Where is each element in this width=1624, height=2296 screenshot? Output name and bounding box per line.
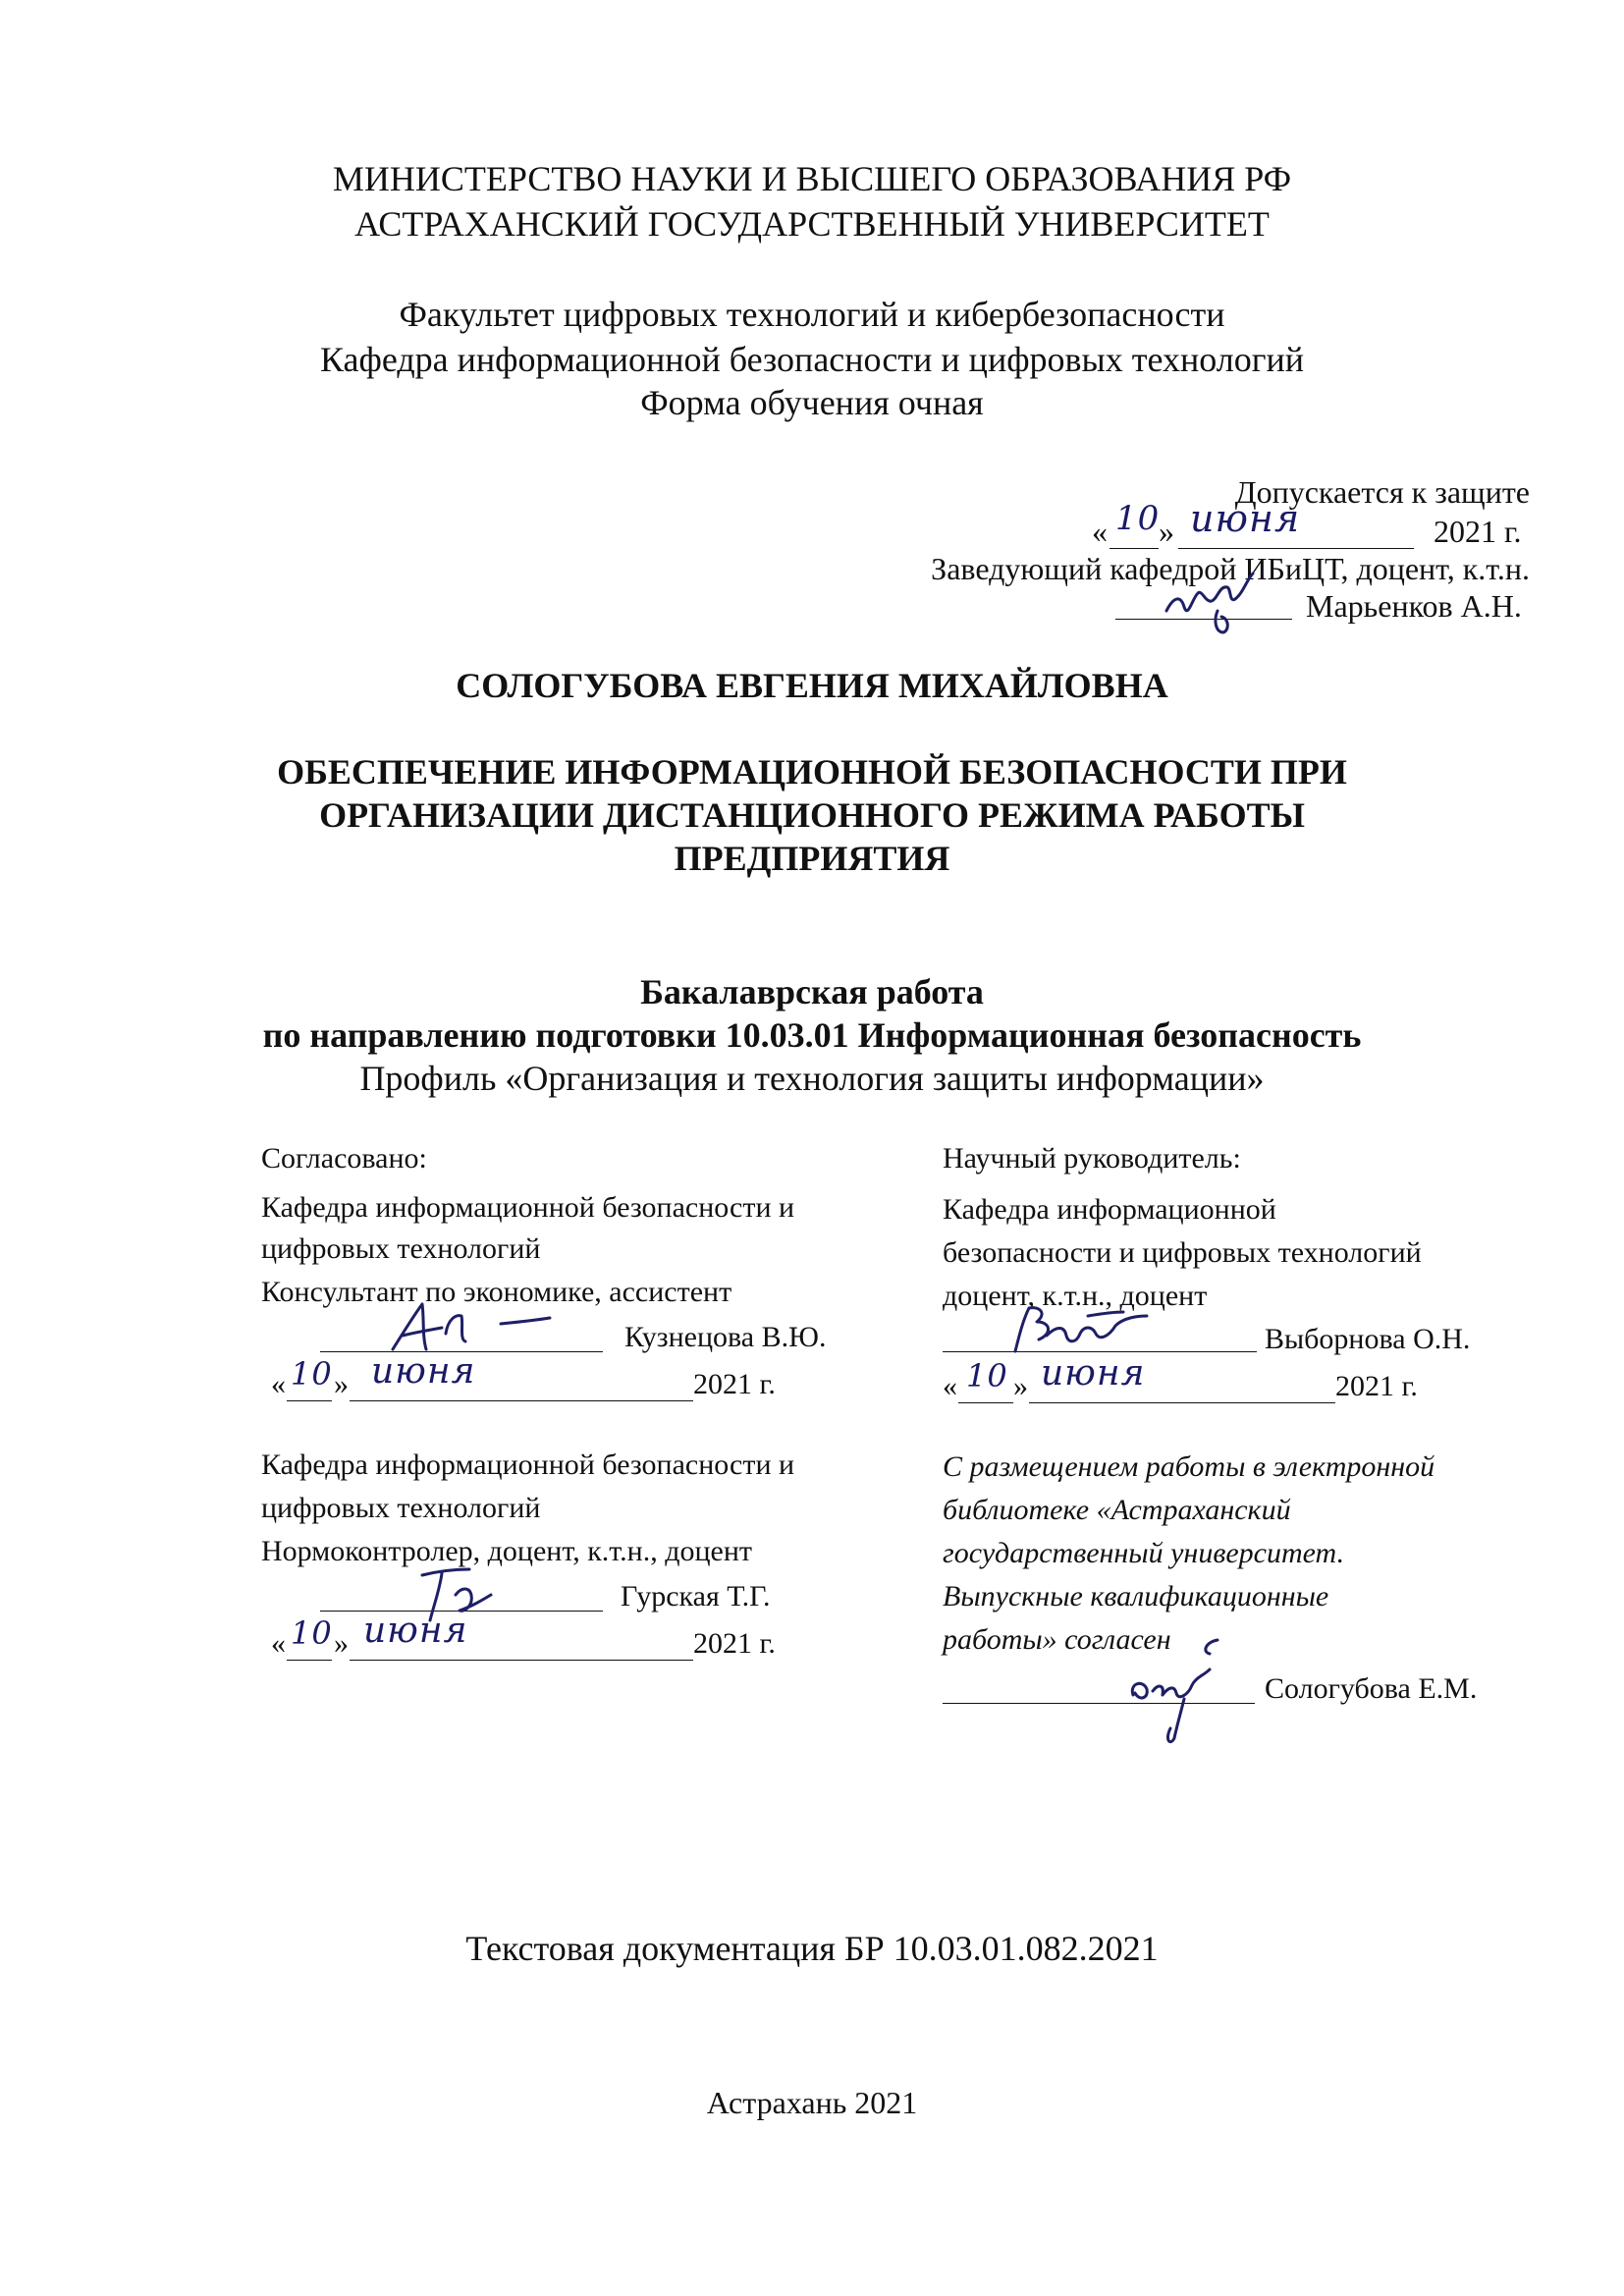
work-direction: по направлению подготовки 10.03.01 Информационная безопасность: [262, 1015, 1362, 1055]
supervisor-title: Научный руководитель:: [943, 1142, 1241, 1175]
doc-code: Текстовая документация БР 10.03.01.082.2021: [465, 1929, 1159, 1968]
supervisor-name: Выборнова О.Н.: [1265, 1323, 1471, 1355]
head-signature: [1159, 560, 1267, 638]
normcontrol-dept-line-2: цифровых технологий: [261, 1492, 541, 1524]
consultant-position: Консультант по экономике, ассистент: [261, 1276, 732, 1308]
consent-name: Сологубова Е.М.: [1265, 1672, 1478, 1705]
consent-line-4: Выпускные квалификационные: [943, 1580, 1329, 1613]
approval-date-open: «: [1092, 514, 1108, 549]
consultant-month-line: [350, 1400, 693, 1401]
consultant-year: 2021 г.: [693, 1368, 776, 1400]
work-type: Бакалаврская работа: [640, 972, 984, 1011]
approval-date-close: »: [1159, 514, 1174, 549]
consent-line-2: библиотеке «Астраханский: [943, 1494, 1291, 1526]
department-line: Кафедра информационной безопасности и цифровых технологий: [319, 340, 1305, 379]
supervisor-dept-line-1: Кафедра информационной: [943, 1193, 1276, 1226]
normcontrol-year: 2021 г.: [693, 1627, 776, 1660]
supervisor-position: доцент, к.т.н., доцент: [943, 1280, 1208, 1312]
head-position: Заведующий кафедрой ИБиЦТ, доцент, к.т.н.: [931, 551, 1530, 586]
study-form-line: Форма обучения очная: [640, 383, 984, 422]
normcontrol-date-close: »: [334, 1627, 349, 1660]
thesis-title-line-1: ОБЕСПЕЧЕНИЕ ИНФОРМАЦИОННОЙ БЕЗОПАСНОСТИ ПРИ: [277, 752, 1347, 792]
consultant-day-handwritten: 10: [291, 1355, 333, 1393]
supervisor-day-handwritten: 10: [966, 1357, 1008, 1394]
consent-line-1: С размещением работы в электронной: [943, 1450, 1435, 1483]
consultant-dept-line-1: Кафедра информационной безопасности и: [261, 1191, 795, 1224]
thesis-title-line-2: ОРГАНИЗАЦИИ ДИСТАНЦИОННОГО РЕЖИМА РАБОТЫ: [319, 795, 1305, 835]
city-year: Астрахань 2021: [706, 2085, 918, 2120]
supervisor-month-line: [1029, 1402, 1335, 1403]
consultant-date-open: «: [271, 1368, 286, 1400]
approval-day-handwritten: 10: [1115, 499, 1161, 538]
consent-line-5: работы» согласен: [943, 1623, 1171, 1656]
approval-year: 2021 г.: [1434, 514, 1522, 549]
admitted-label: Допускается к защите: [1234, 474, 1530, 510]
supervisor-month-handwritten: июня: [1041, 1353, 1146, 1394]
supervisor-dept-line-2: безопасности и цифровых технологий: [943, 1236, 1422, 1269]
work-profile: Профиль «Организация и технология защиты информации»: [359, 1059, 1265, 1098]
consent-signature: [1119, 1630, 1257, 1748]
normcontrol-month-line: [350, 1660, 693, 1661]
university-line: АСТРАХАНСКИЙ ГОСУДАРСТВЕННЫЙ УНИВЕРСИТЕТ: [354, 204, 1270, 244]
normcontrol-day-handwritten: 10: [291, 1614, 333, 1652]
normcontrol-name: Гурская Т.Г.: [621, 1580, 771, 1613]
consultant-day-line: [287, 1400, 332, 1401]
ministry-line: МИНИСТЕРСТВО НАУКИ И ВЫСШЕГО ОБРАЗОВАНИЯ РФ: [332, 159, 1292, 198]
normcontrol-day-line: [287, 1660, 332, 1661]
thesis-title-line-3: ПРЕДПРИЯТИЯ: [674, 839, 950, 878]
faculty-line: Факультет цифровых технологий и кибербезопасности: [399, 295, 1225, 334]
normcontrol-position: Нормоконтролер, доцент, к.т.н., доцент: [261, 1535, 752, 1567]
supervisor-year: 2021 г.: [1335, 1370, 1418, 1402]
consultant-name: Кузнецова В.Ю.: [624, 1321, 827, 1353]
normcontrol-date-open: «: [271, 1627, 286, 1660]
author-name: СОЛОГУБОВА ЕВГЕНИЯ МИХАЙЛОВНА: [456, 666, 1168, 705]
supervisor-date-close: »: [1013, 1370, 1028, 1402]
agreed-label: Согласовано:: [261, 1142, 427, 1175]
supervisor-day-line: [958, 1402, 1013, 1403]
approval-month-handwritten: июня: [1190, 497, 1301, 540]
consultant-dept-line-2: цифровых технологий: [261, 1232, 541, 1265]
head-name: Марьенков А.Н.: [1306, 588, 1522, 624]
normcontrol-month-handwritten: июня: [363, 1611, 468, 1651]
consent-line-3: государственный университет.: [943, 1537, 1345, 1569]
consultant-date-close: »: [334, 1368, 349, 1400]
consultant-month-handwritten: июня: [371, 1351, 476, 1392]
supervisor-date-open: «: [943, 1370, 957, 1402]
normcontrol-dept-line-1: Кафедра информационной безопасности и: [261, 1449, 795, 1481]
